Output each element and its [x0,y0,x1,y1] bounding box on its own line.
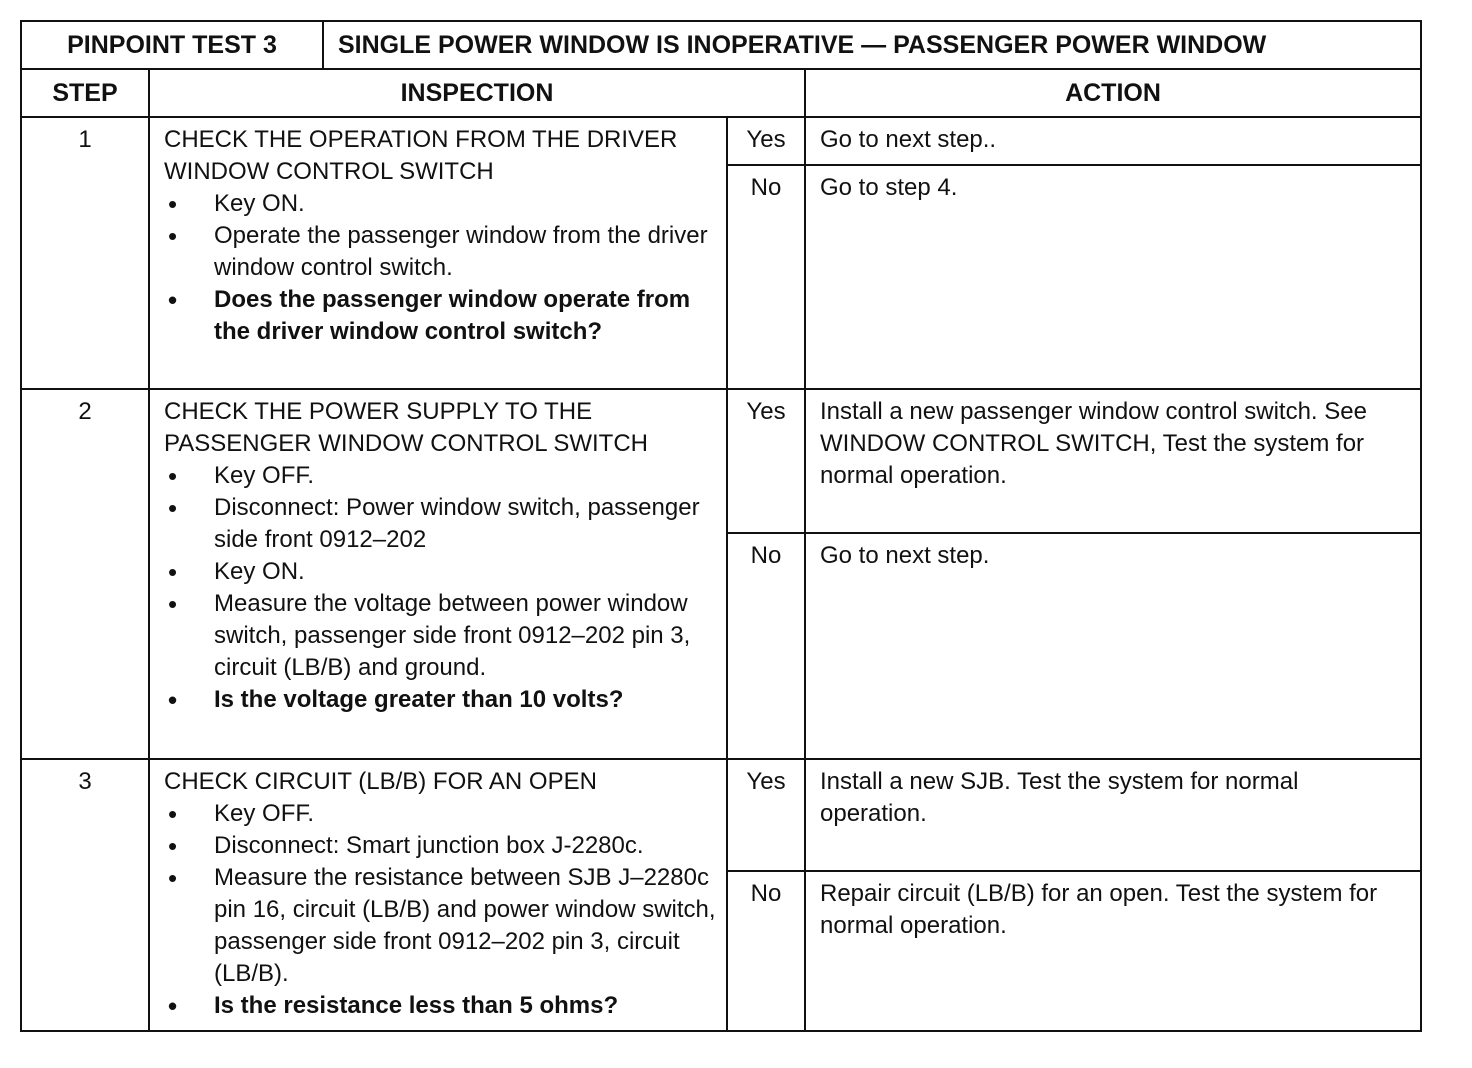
inspection-title: CHECK THE OPERATION FROM THE DRIVER WINDOW CONTROL SWITCH [164,126,678,185]
pinpoint-test-document [20,20,1420,1032]
step-row [21,389,1421,533]
step-number: 1 [21,117,149,389]
title-row [21,21,1421,69]
inspection-bullets [164,188,716,348]
bullet-item: • Key ON. [164,556,716,588]
bullet-item: • Measure the voltage between power window switch, passenger side front 0912–202 pin 3, circuit (LB/B) and ground. [164,588,716,684]
inspection-cell [149,389,727,759]
action-column-header: ACTION [805,69,1421,117]
no-label: No [727,871,805,1031]
inspection-cell [149,117,727,389]
step-row [21,759,1421,871]
inspection-title: CHECK CIRCUIT (LB/B) FOR AN OPEN [164,768,597,795]
inspection-column-header: INSPECTION [149,69,805,117]
pinpoint-table [20,20,1422,1032]
test-id: PINPOINT TEST 3 [22,22,323,68]
step-number: 2 [21,389,149,759]
no-action: Go to next step. [805,533,1421,759]
yes-label: Yes [727,759,805,871]
yes-action: Install a new passenger window control switch. See WINDOW CONTROL SWITCH, Test the system for normal operation. [805,389,1421,533]
inspection-question: • Is the resistance less than 5 ohms? [164,990,716,1022]
bullet-item: • Key OFF. [164,460,716,492]
no-action: Repair circuit (LB/B) for an open. Test the system for normal operation. [805,871,1421,1031]
no-action: Go to step 4. [805,165,1421,389]
inspection-bullets [164,798,716,1022]
test-title: SINGLE POWER WINDOW IS INOPERATIVE — PASSENGER POWER WINDOW [338,31,1267,59]
bullet-item: • Disconnect: Smart junction box J-2280c. [164,830,716,862]
bullet-item: • Key ON. [164,188,716,220]
no-label: No [727,533,805,759]
bullet-item: • Measure the resistance between SJB J–2280c pin 16, circuit (LB/B) and power window switch, passenger side front 0912–202 pin 3, circuit (LB/B). [164,862,716,990]
inspection-title: CHECK THE POWER SUPPLY TO THE PASSENGER WINDOW CONTROL SWITCH [164,398,649,457]
step-row [21,117,1421,165]
inspection-cell [149,759,727,1031]
no-label: No [727,165,805,389]
column-header-row [21,69,1421,117]
bullet-item: • Disconnect: Power window switch, passenger side front 0912–202 [164,492,716,556]
bullet-item: • Key OFF. [164,798,716,830]
step-number: 3 [21,759,149,1031]
inspection-question: • Does the passenger window operate from the driver window control switch? [164,284,716,348]
yes-action: Install a new SJB. Test the system for normal operation. [805,759,1421,871]
step-column-header: STEP [21,69,149,117]
inspection-bullets [164,460,716,716]
yes-label: Yes [727,389,805,533]
yes-label: Yes [727,117,805,165]
yes-action: Go to next step.. [805,117,1421,165]
inspection-question: • Is the voltage greater than 10 volts? [164,684,716,716]
bullet-item: • Operate the passenger window from the driver window control switch. [164,220,716,284]
